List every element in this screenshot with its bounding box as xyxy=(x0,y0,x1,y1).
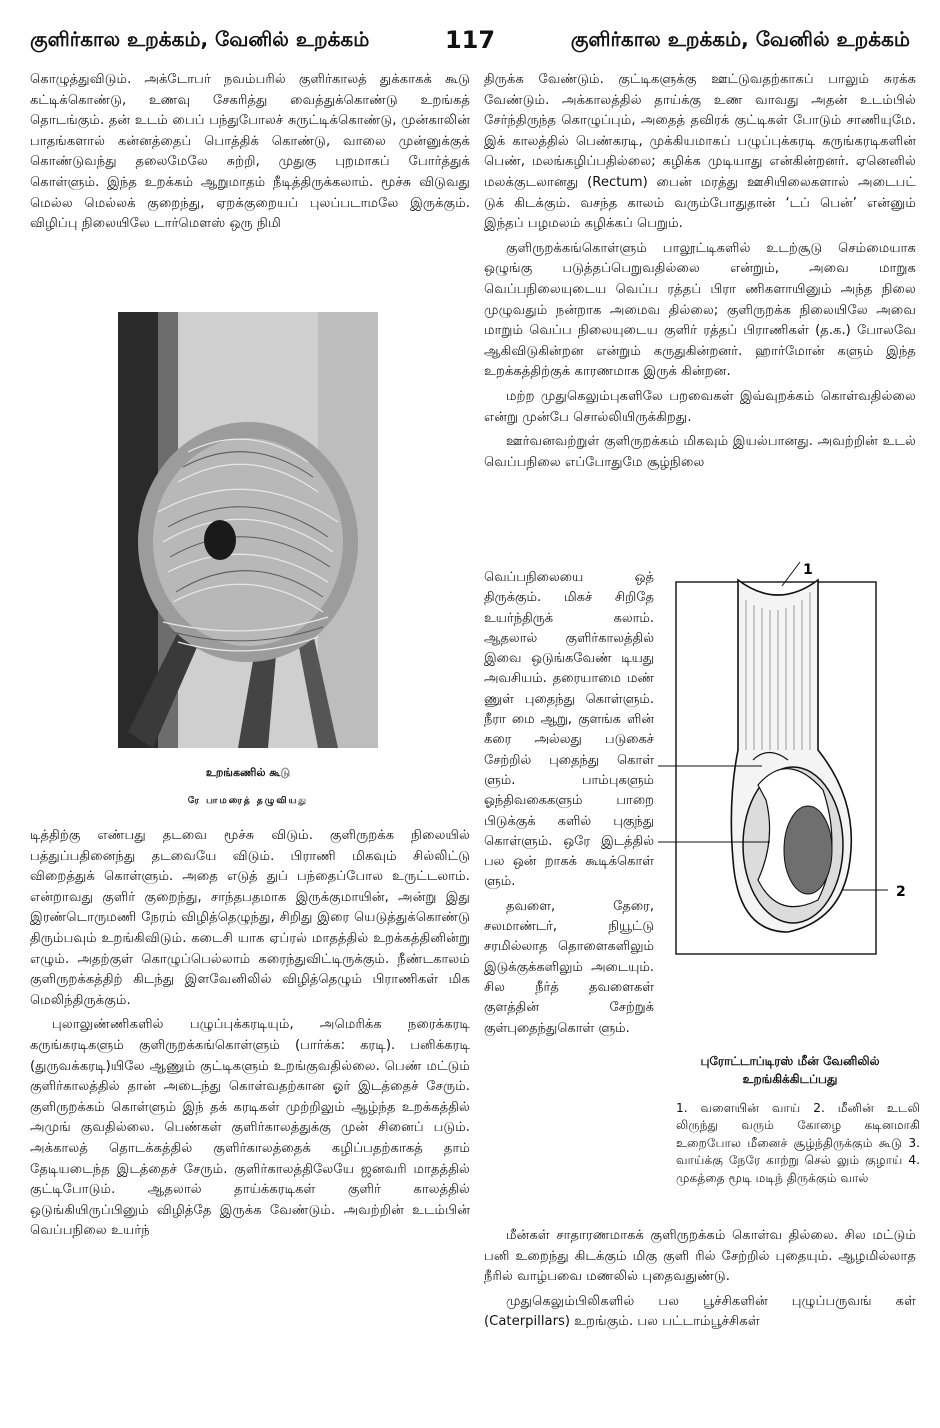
paragraph: தவளை, தேரை, சலமாண்டர், நியூட்டு சரமில்லாத தொளைகளிலும் இடுக்குக்களிலும் அடையும். சில நீர்த் தவளைகள் குளத்தின் சேற்றுக் குள்புதைந்துகொள் ளும். xyxy=(484,898,654,1036)
paragraph: கொழுத்துவிடும். அக்டோபர் நவம்பரில் குளிர்காலத் துக்காகக் கூடு கட்டிக்கொண்டு, உணவு சேகரித்து வைத்துக்கொண்டு உறங்கத் தொடங்கும். தன் உடம் பைப் பந்துபோலச் சுருட்டிக்கொண்டு, முன்காலின் பாதங்களால் கன்னத்தைப் பொத்திக் கொண்டு, வாலை முன்னுக்குக் கொண்டுவந்து தலைமேலே சுற்றி, முதுகு புறமாகப் போர்த்துக் கொள்ளும். இந்த உறக்கம் ஆறுமாதம் நீடித்திருக்கலாம். மூச்சு விடுவது மெல்ல மெல்லக் குறைந்து, ஏறக்குறையப் புலப்படாமலே இருக்கும். விழிப்பு நிலையிலே டார்மௌஸ் ஒரு நிமி xyxy=(30,72,470,232)
photo-credit: ரே பாமரைத் தழுவியது xyxy=(187,796,309,806)
right-narrow-column-text xyxy=(484,568,654,1043)
photo-caption: உறங்கணில் கூடு xyxy=(205,766,291,779)
label-1: 1 xyxy=(803,562,813,578)
right-column-bottom-text xyxy=(484,1226,916,1337)
left-column-top-text xyxy=(30,70,470,239)
paragraph: வெப்பநிலையை ஒத் திருக்கும். மிகச் சிறிதே உயர்ந்திருக் கலாம். ஆதலால் குளிர்காலத்தில் இவை ஒடுங்கவேண் டியது அவசியம். தரையாமை மண் ணுள் புதைந்து கொள்ளும். நீரா மை ஆறு, குளங்க ளின் கரை அல்லது படுகைச் சேற்றில் புதைந்து கொள் ளும். பாம்புகளும் ஓந்திவகைகளும் பாறை பிடுக்குக் களில் புகுந்து கொள்ளும். ஒரே இடத்தில் பல ஒன் றாகக் கூடிக்கொள் ளும். xyxy=(484,570,654,890)
paragraph: திருக்க வேண்டும். குட்டிகளுக்கு ஊட்டுவதற்காகப் பாலும் சுரக்க வேண்டும். அக்காலத்தில் தாய்க்கு உண வாவது அதன் உடம்பில் சேர்ந்திருந்த கொழுப்பும், அதைத் தவிரக் குட்டிகள் போடும் சாணியுமே. இக் காலத்தில் பெண்கரடி, முக்கியமாகப் பழுப்புக்கரடி கருங்கரடிகளின் பெண், மலங்கழிப்பதில்லை; கழிக்க முடியாது என்கின்றனர். ஏனெனில் மலக்குடலானது (Rectum) பைன் மரத்து ஊசியிலைகளால் அடைபட் டுக் கிடக்கும். வசந்த காலம் வரும்போதுதான் ‘டப் பென்’ என்னும் இந்தப் பழமலம் கழிக்கப் பெறும். xyxy=(484,72,916,232)
right-column-top-text xyxy=(484,70,916,477)
paragraph: புலாலுண்ணிகளில் பழுப்புக்கரடியும், அமெரிக்க நரைக்கரடி கருங்கரடிகளும் குளிருறக்கங்கொள்ளும் (பார்க்க: கரடி). பனிக்கரடி (துருவக்கரடி)யிலே ஆணும் குட்டிகளும் உறங்குவதில்லை. பெண் மட்டும் குளிர்காலத்தில் தான் அடைந்து கொள்வதற்கான ஓர் இடத்தைச் சேரும். குளிருறக்கம் கொள்ளும் இந் தக் கரடிகள் முற்றிலும் ஆழ்ந்த உறக்கத்தில் அமுங் குவதில்லை. பெண்கள் குளிர்காலத்துக்கு முன் சினைப் படும். அக்காலத் தொடக்கத்தில் குளிர்காலத்தைக் கழிப்பதற்காகத் தாம் தேடியடைந்த இடத்தைச் சேரும். குளிர்காலத்திலேயே ஜனவரி மாதத்தில் குட்டிபோடும். ஆதலால் தாய்க்கரடிகள் குளிர் காலத்தில் ஒடுங்கியிருப்பினும் விழித்தே இருக்க வேண்டும். அவற்றின் உடம்பின் வெப்பநிலை உயர்ந் xyxy=(30,1017,470,1239)
header-right-title: குளிர்கால உறக்கம், வேனில் உறக்கம் xyxy=(570,26,910,51)
figure-caption: புரோட்டாப்டிரஸ் மீன் வேனிலில் உறங்கிக்கிடப்பது xyxy=(700,1054,880,1086)
lungfish-cocoon-illustration xyxy=(658,560,920,956)
label-2: 2 xyxy=(896,884,906,900)
left-column-bottom-text xyxy=(30,826,470,1246)
lungfish-diagram xyxy=(658,560,920,956)
paragraph: டித்திற்கு எண்பது தடவை மூச்சு விடும். குளிருறக்க நிலையில் பத்துப்பதினைந்து தடவையே விடும். பிராணி மிகவும் சில்லிட்டு விறைத்துக் கொள்ளும். அதை எடுத் துப் பந்தைப்போல உருட்டலாம். என்றாவது குளிர் குறைந்து, சாந்தபதமாக இருக்குமாயின், அன்று இது இரண்டொருமணி நேரம் விழித்தெழுந்து, சிறிது இரை யெடுத்துக்கொண்டு திரும்பவும் உறங்கிவிடும். கடைசி யாக ஏப்ரல் மாதத்தில் உறக்கத்தினின்று எழும். அதற்குள் கொழுப்பெல்லாம் கரைந்துவிட்டிருக்கும். நீண்டகாலம் குளிருறக்கத்திற் கிடந்து இளவேனிலில் விழித்தெழும் பிராணிகள் மிக மெலிந்திருக்கும். xyxy=(30,828,470,1008)
paragraph: முதுகெலும்பிலிகளில் பல பூச்சிகளின் புழுப்பருவங் கள் (Caterpillars) உறங்கும். பல பட்டாம்பூச்சிகள் xyxy=(484,1293,916,1330)
nest-photo xyxy=(118,312,378,748)
paragraph: ஊர்வனவற்றுள் குளிருறக்கம் மிகவும் இயல்பானது. அவற்றின் உடல் வெப்பநிலை எப்போதுமே சூழ்நிலை xyxy=(484,434,916,470)
paragraph: மீன்கள் சாதாரணமாகக் குளிருறக்கம் கொள்வ தில்லை. சில மட்டும் பனி உறைந்து கிடக்கும் மிகு குளி ரில் சேற்றில் புதையும். ஆழமில்லாத நீரில் வாழ்பவை மணலில் புதைவதுண்டு. xyxy=(484,1228,916,1285)
figure-legend: 1. வளையின் வாய் 2. மீனின் உடலி லிருந்து வரும் கோழை கடினமாகி உறைபோல மீனைச் சூழ்ந்திருக்கும் கூடு 3. வாய்க்கு நேரே காற்று செல் லும் குழாய் 4. முகத்தை மூடி மடிந் திருக்கும் வால் xyxy=(676,1101,920,1185)
header-left-title: குளிர்கால உறக்கம், வேனில் உறக்கம் xyxy=(30,26,370,51)
paragraph: மற்ற முதுகெலும்புகளிலே பறவைகள் இவ்வுறக்கம் கொள்வதில்லை என்று முன்பே சொல்லியிருக்கிறது. xyxy=(484,388,916,425)
paragraph: குளிருறக்கங்கொள்ளும் பாலூட்டிகளில் உடற்சூடு செம்மையாக ஒழுங்கு படுத்தப்பெறுவதில்லை என்றும், அவை மாறுக வெப்பநிலையுடைய வெப்ப ரத்தப் பிரா ணிகளாயினும் அந்த நிலை முழுவதும் நன்றாக அமைவ தில்லை; குளிருறக்க நிலையிலே அவை மாறும் வெப்ப நிலையுடைய குளிர் ரத்தப் பிராணிகள் (த.க.) போலவே ஆகிவிடுகின்றன என்றும் கருதுகின்றனர். ஹார்மோன் களும் இந்த உறக்கத்திற்குக் காரணமாக இருக் கின்றன. xyxy=(484,240,916,380)
page-number: 117 xyxy=(444,26,496,54)
running-header xyxy=(30,22,910,58)
nest-photo-illustration xyxy=(118,312,378,748)
